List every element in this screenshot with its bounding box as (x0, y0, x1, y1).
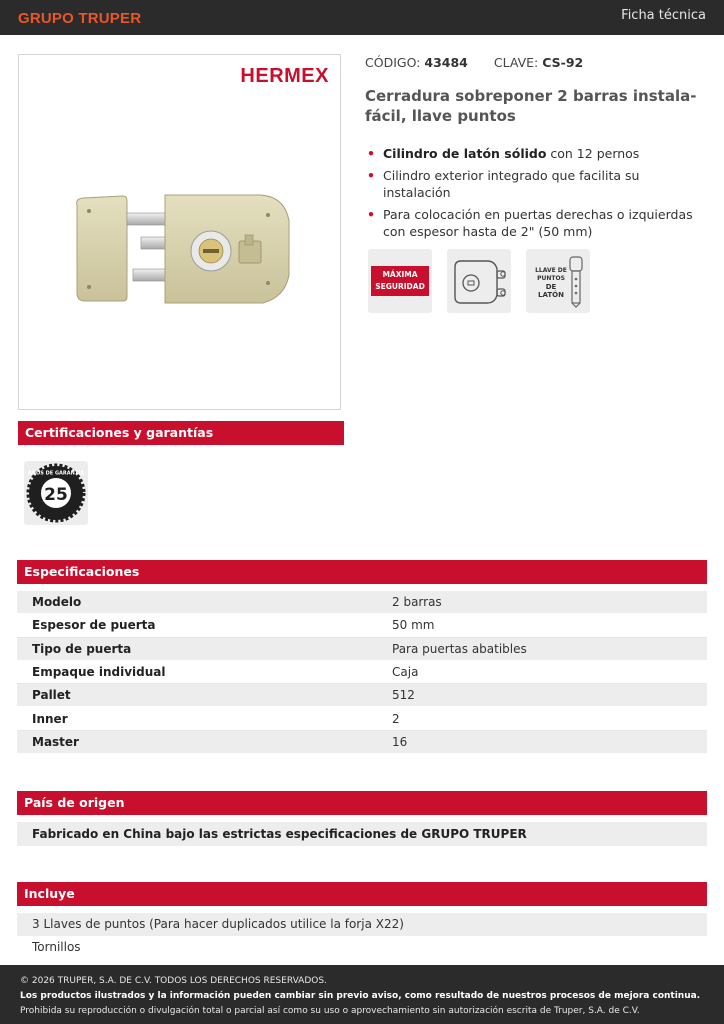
footer (0, 965, 724, 1024)
lock-cylinder-icon (447, 249, 511, 313)
includes-section-title: Incluye (17, 882, 707, 906)
code-label: CÓDIGO: (365, 55, 421, 70)
warranty-ring-text: AÑOS DE GARANTÍA (28, 470, 84, 477)
key-value: CS-92 (542, 55, 584, 70)
table-row: Pallet 512 (17, 684, 707, 707)
datasheet-label: Ficha técnica (621, 8, 706, 23)
reproduction-notice: Prohibida su reproducción o divulgación total o parcial así como su uso o aprovechamiento sin autorización escrita de Truper, S.A. de C.V. (20, 1006, 640, 1016)
key-label: CLAVE: (493, 55, 539, 70)
origin-text: Fabricado en China bajo las estrictas especificaciones de GRUPO TRUPER (17, 822, 707, 846)
maximum-security-icon: MÁXIMA SEGURIDAD (368, 249, 432, 313)
feature-bullet-list (365, 145, 710, 245)
origin-section-title: País de origen (17, 791, 707, 815)
disclaimer-text: Los productos ilustrados y la información pueden cambiar sin previo aviso, como resultado de nuestros procesos de mejora continua. (20, 991, 701, 1001)
bullet-item: • Cilindro exterior integrado que facilita su instalación (365, 167, 710, 201)
list-item: Tornillos (17, 936, 707, 959)
warranty-years-value: 25 (44, 485, 68, 505)
grupo-truper-logo: GRUPO TRUPER (18, 10, 142, 27)
bullet-item: • Cilindro de latón sólido con 12 pernos (365, 145, 710, 162)
list-item: 3 Llaves de puntos (Para hacer duplicados utilice la forja X22) (17, 913, 707, 936)
lock-product-image (71, 191, 293, 307)
brass-key-icon: LLAVE DE PUNTOS DE LATÓN (526, 249, 590, 313)
table-row: Espesor de puerta 50 mm (17, 614, 707, 637)
product-image-frame (18, 54, 341, 410)
table-row: Master 16 (17, 731, 707, 754)
certifications-section-title: Certificaciones y garantías (18, 421, 344, 445)
table-row: Empaque individual Caja (17, 661, 707, 684)
warranty-25-years-badge (24, 461, 88, 525)
specifications-section-title: Especificaciones (17, 560, 707, 584)
top-header-bar (0, 0, 724, 35)
product-code-line (365, 55, 583, 70)
specifications-table (17, 591, 707, 754)
bullet-item: • Para colocación en puertas derechas o izquierdas con espesor hasta de 2" (50 mm) (365, 206, 710, 240)
hermex-logo: HERMEX (240, 65, 329, 87)
table-row: Tipo de puerta Para puertas abatibles (17, 638, 707, 661)
table-row: Modelo 2 barras (17, 591, 707, 614)
product-title: Cerradura sobreponer 2 barras instala-fácil, llave puntos (365, 87, 697, 125)
code-value: 43484 (424, 55, 468, 70)
table-row: Inner 2 (17, 707, 707, 730)
copyright-text: © 2026 TRUPER, S.A. DE C.V. TODOS LOS DERECHOS RESERVADOS. (20, 976, 327, 986)
